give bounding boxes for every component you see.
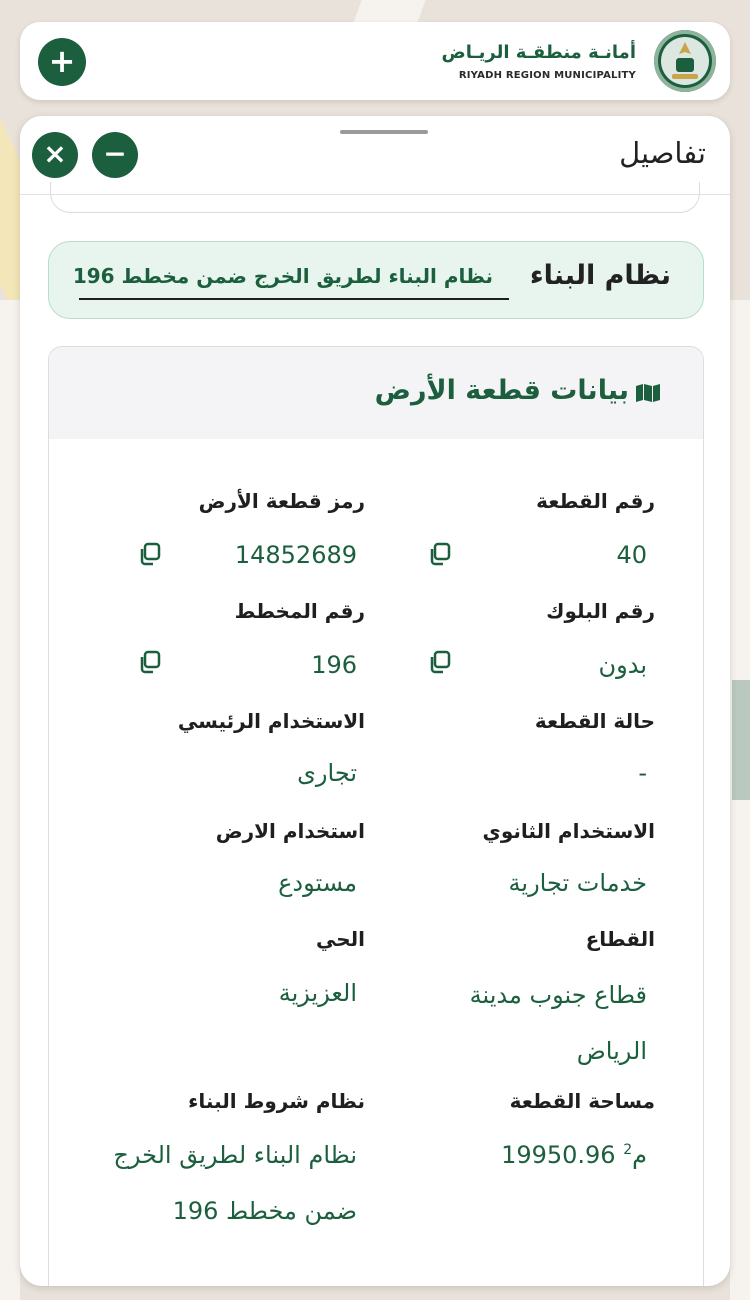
plan-number-value: 196 (311, 651, 357, 679)
panel-title: تفاصيل (619, 136, 706, 170)
block-number-label: رقم البلوك (546, 599, 655, 623)
map-block (732, 680, 750, 800)
land-data-title: بيانات قطعة الأرض (374, 375, 629, 406)
logo-text-english: RIYADH REGION MUNICIPALITY (458, 70, 636, 81)
land-data-header (49, 347, 703, 439)
minimize-button[interactable] (92, 132, 138, 178)
copy-icon[interactable] (427, 541, 453, 567)
add-button[interactable] (38, 38, 86, 86)
building-system-label: نظام البناء (529, 260, 671, 291)
sector-label: القطاع (585, 927, 655, 951)
main-use-value: تجارى (297, 759, 357, 787)
copy-icon[interactable] (427, 649, 453, 675)
land-use-value: مستودع (278, 869, 357, 897)
map-road (730, 300, 750, 1300)
building-system-box (48, 241, 704, 319)
logo-emblem (654, 30, 716, 92)
plus-icon: + (48, 42, 76, 80)
main-use-label: الاستخدام الرئيسي (177, 709, 365, 733)
area-value-row (501, 1141, 647, 1169)
plan-number-label: رقم المخطط (234, 599, 365, 623)
area-unit: م$^2$ (623, 1141, 647, 1169)
details-panel (20, 116, 730, 1286)
area-label: مساحة القطعة (509, 1089, 655, 1113)
app-header (20, 22, 730, 100)
district-value: العزيزية (278, 979, 357, 1007)
close-button[interactable] (32, 132, 78, 178)
map-icon (635, 383, 661, 403)
building-conditions-label: نظام شروط البناء (188, 1089, 365, 1113)
parcel-number-value: 40 (616, 541, 647, 569)
copy-icon[interactable] (137, 541, 163, 567)
secondary-use-label: الاستخدام الثانوي (482, 819, 655, 843)
map-road (0, 300, 20, 1300)
parcel-code-value: 14852689 (234, 541, 357, 569)
building-conditions-value: نظام البناء لطريق الخرج ضمن مخطط 196 (113, 1141, 357, 1225)
land-data-card (48, 346, 704, 1286)
logo-text-arabic: أمانـة منطقـة الريـاض (441, 42, 636, 63)
previous-card-edge (50, 182, 700, 213)
close-icon: × (43, 137, 67, 170)
land-use-label: استخدام الارض (215, 819, 365, 843)
building-system-select[interactable] (72, 258, 509, 300)
drag-handle[interactable] (340, 130, 428, 134)
parcel-number-label: رقم القطعة (536, 489, 655, 513)
parcel-status-label: حالة القطعة (534, 709, 655, 733)
parcel-code-label: رمز قطعة الأرض (198, 489, 365, 513)
block-number-value: بدون (598, 651, 647, 679)
building-system-value: نظام البناء لطريق الخرج ضمن مخطط 196 (72, 264, 493, 288)
area-value: 19950.96 (501, 1141, 616, 1169)
minimize-icon: − (103, 137, 127, 170)
sector-value: قطاع جنوب مدينة الرياض (469, 981, 647, 1065)
secondary-use-value: خدمات تجارية (508, 869, 647, 897)
parcel-status-value: - (638, 759, 647, 787)
copy-icon[interactable] (137, 649, 163, 675)
district-label: الحي (315, 927, 365, 951)
